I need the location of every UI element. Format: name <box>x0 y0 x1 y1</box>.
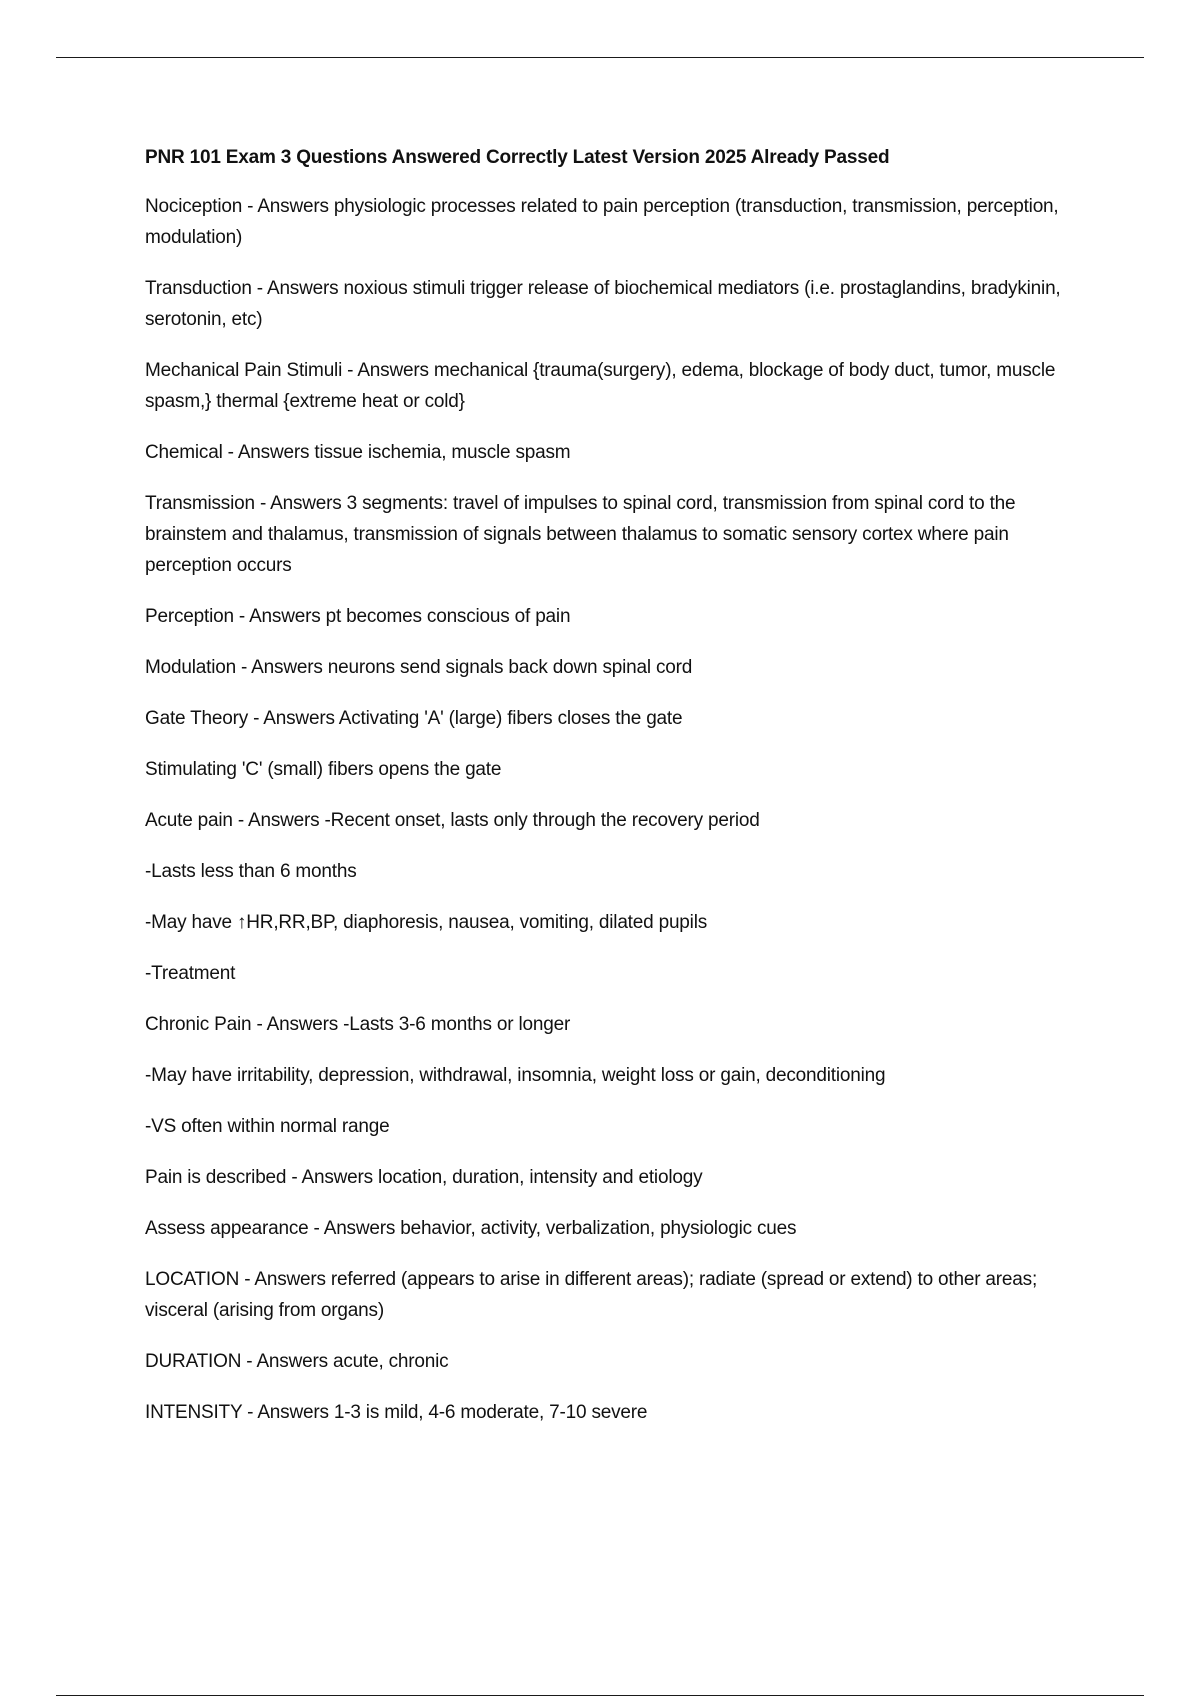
document-title: PNR 101 Exam 3 Questions Answered Correctly Latest Version 2025 Already Passed <box>145 147 890 168</box>
paragraph-location: LOCATION - Answers referred (appears to arise in different areas); radiate (spread or extend) to other areas; visceral (arising from organs) <box>145 1269 1038 1321</box>
paragraph-acute-pain: Acute pain - Answers -Recent onset, lasts only through the recovery period <box>145 810 760 831</box>
paragraph-modulation: Modulation - Answers neurons send signals back down spinal cord <box>145 657 693 678</box>
paragraph-chronic-pain: Chronic Pain - Answers -Lasts 3-6 months or longer <box>145 1014 571 1035</box>
paragraph-duration: DURATION - Answers acute, chronic <box>145 1351 449 1372</box>
paragraph-chronic-vs: -VS often within normal range <box>145 1116 390 1137</box>
footer-rule <box>56 1695 1144 1696</box>
paragraph-acute-signs: -May have ↑HR,RR,BP, diaphoresis, nausea, vomiting, dilated pupils <box>145 912 708 933</box>
paragraph-acute-treatment: -Treatment <box>145 963 236 984</box>
paragraph-perception: Perception - Answers pt becomes conscious of pain <box>145 606 571 627</box>
paragraph-transduction: Transduction - Answers noxious stimuli trigger release of biochemical mediators (i.e. prostaglandins, bradykinin, serotonin, etc) <box>145 278 1061 330</box>
paragraph-acute-duration: -Lasts less than 6 months <box>145 861 357 882</box>
paragraph-nociception: Nociception - Answers physiologic processes related to pain perception (transduction, transmission, perception, modulation) <box>145 196 1059 248</box>
paragraph-gate-theory: Gate Theory - Answers Activating 'A' (large) fibers closes the gate <box>145 708 683 729</box>
paragraph-chronic-signs: -May have irritability, depression, withdrawal, insomnia, weight loss or gain, deconditioning <box>145 1065 886 1086</box>
paragraph-mechanical-pain-stimuli: Mechanical Pain Stimuli - Answers mechanical {trauma(surgery), edema, blockage of body duct, tumor, muscle spasm,} thermal {extreme heat or cold} <box>145 360 1056 412</box>
paragraph-chemical: Chemical - Answers tissue ischemia, muscle spasm <box>145 442 571 463</box>
paragraph-intensity: INTENSITY - Answers 1-3 is mild, 4-6 moderate, 7-10 severe <box>145 1402 648 1423</box>
header-rule <box>56 57 1144 58</box>
paragraph-gate-theory-cont: Stimulating 'C' (small) fibers opens the gate <box>145 759 502 780</box>
paragraph-transmission: Transmission - Answers 3 segments: travel of impulses to spinal cord, transmission from spinal cord to the brainstem and thalamus, transmission of signals between thalamus to somatic sensory cortex where pain perception occurs <box>145 493 1016 576</box>
paragraph-assess-appearance: Assess appearance - Answers behavior, activity, verbalization, physiologic cues <box>145 1218 797 1239</box>
paragraph-pain-described: Pain is described - Answers location, duration, intensity and etiology <box>145 1167 703 1188</box>
document-body <box>145 143 1095 1448</box>
